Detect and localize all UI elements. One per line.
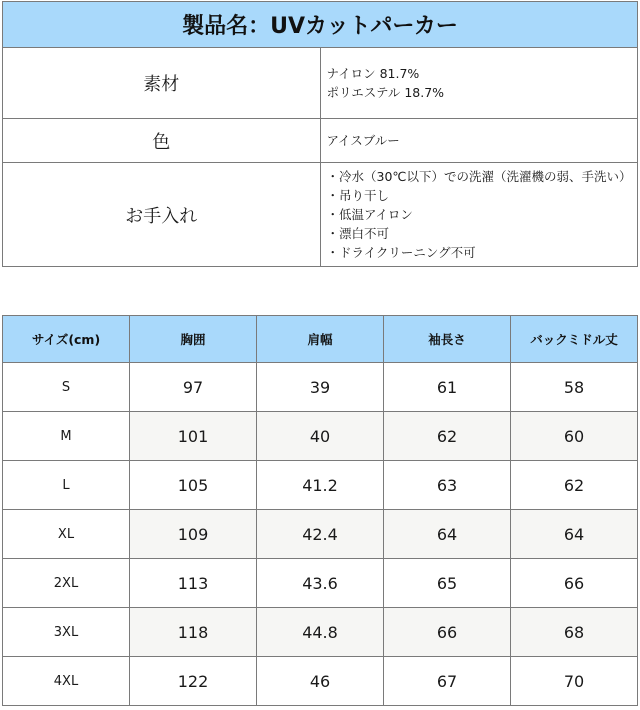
color-row — [3, 119, 638, 163]
chest-cell: 118 — [130, 608, 257, 657]
sleeve-cell: 62 — [384, 412, 511, 461]
material-label: 素材 — [3, 48, 321, 119]
color-line: アイスブルー — [326, 133, 400, 148]
care-line: ・低温アイロン — [326, 207, 413, 222]
care-line: ・ドライクリーニング不可 — [326, 245, 476, 260]
shoulder-cell: 43.6 — [257, 559, 384, 608]
size-cell: 3XL — [3, 608, 130, 657]
care-line: ・漂白不可 — [326, 226, 390, 241]
material-value — [320, 48, 638, 119]
back-length-cell: 62 — [511, 461, 638, 510]
product-info-table — [2, 1, 638, 267]
care-row — [3, 163, 638, 267]
care-line: ・冷水（30℃以下）での洗濯（洗濯機の弱、手洗い） — [326, 169, 632, 184]
shoulder-cell: 44.8 — [257, 608, 384, 657]
size-cell: S — [3, 363, 130, 412]
table-row — [3, 363, 638, 412]
shoulder-cell: 42.4 — [257, 510, 384, 559]
sleeve-cell: 65 — [384, 559, 511, 608]
size-cell: XL — [3, 510, 130, 559]
header-chest: 胸囲 — [130, 316, 257, 363]
header-sleeve: 袖長さ — [384, 316, 511, 363]
size-chart-table — [2, 315, 638, 706]
table-row — [3, 510, 638, 559]
size-header-row — [3, 316, 638, 363]
chest-cell: 113 — [130, 559, 257, 608]
header-back-length: バックミドル丈 — [511, 316, 638, 363]
care-line: ・吊り干し — [326, 188, 390, 203]
back-length-cell: 66 — [511, 559, 638, 608]
table-row — [3, 608, 638, 657]
table-row — [3, 559, 638, 608]
size-cell: 4XL — [3, 657, 130, 706]
shoulder-cell: 39 — [257, 363, 384, 412]
chest-cell: 109 — [130, 510, 257, 559]
table-row — [3, 412, 638, 461]
color-value — [320, 119, 638, 163]
size-cell: 2XL — [3, 559, 130, 608]
chest-cell: 97 — [130, 363, 257, 412]
sleeve-cell: 63 — [384, 461, 511, 510]
chest-cell: 105 — [130, 461, 257, 510]
back-length-cell: 64 — [511, 510, 638, 559]
sleeve-cell: 64 — [384, 510, 511, 559]
care-value — [320, 163, 638, 267]
color-label: 色 — [3, 119, 321, 163]
sleeve-cell: 66 — [384, 608, 511, 657]
shoulder-cell: 41.2 — [257, 461, 384, 510]
header-size: サイズ(cm) — [3, 316, 130, 363]
material-row — [3, 48, 638, 119]
size-cell: L — [3, 461, 130, 510]
shoulder-cell: 46 — [257, 657, 384, 706]
sleeve-cell: 67 — [384, 657, 511, 706]
product-title: 製品名：UVカットパーカー — [3, 2, 638, 48]
material-line: ナイロン 81.7% — [326, 66, 420, 81]
table-row — [3, 657, 638, 706]
size-cell: M — [3, 412, 130, 461]
header-shoulder: 肩幅 — [257, 316, 384, 363]
shoulder-cell: 40 — [257, 412, 384, 461]
material-line: ポリエステル 18.7% — [326, 85, 445, 100]
back-length-cell: 58 — [511, 363, 638, 412]
chest-cell: 122 — [130, 657, 257, 706]
back-length-cell: 60 — [511, 412, 638, 461]
table-row — [3, 461, 638, 510]
sleeve-cell: 61 — [384, 363, 511, 412]
back-length-cell: 68 — [511, 608, 638, 657]
back-length-cell: 70 — [511, 657, 638, 706]
care-label: お手入れ — [3, 163, 321, 267]
chest-cell: 101 — [130, 412, 257, 461]
